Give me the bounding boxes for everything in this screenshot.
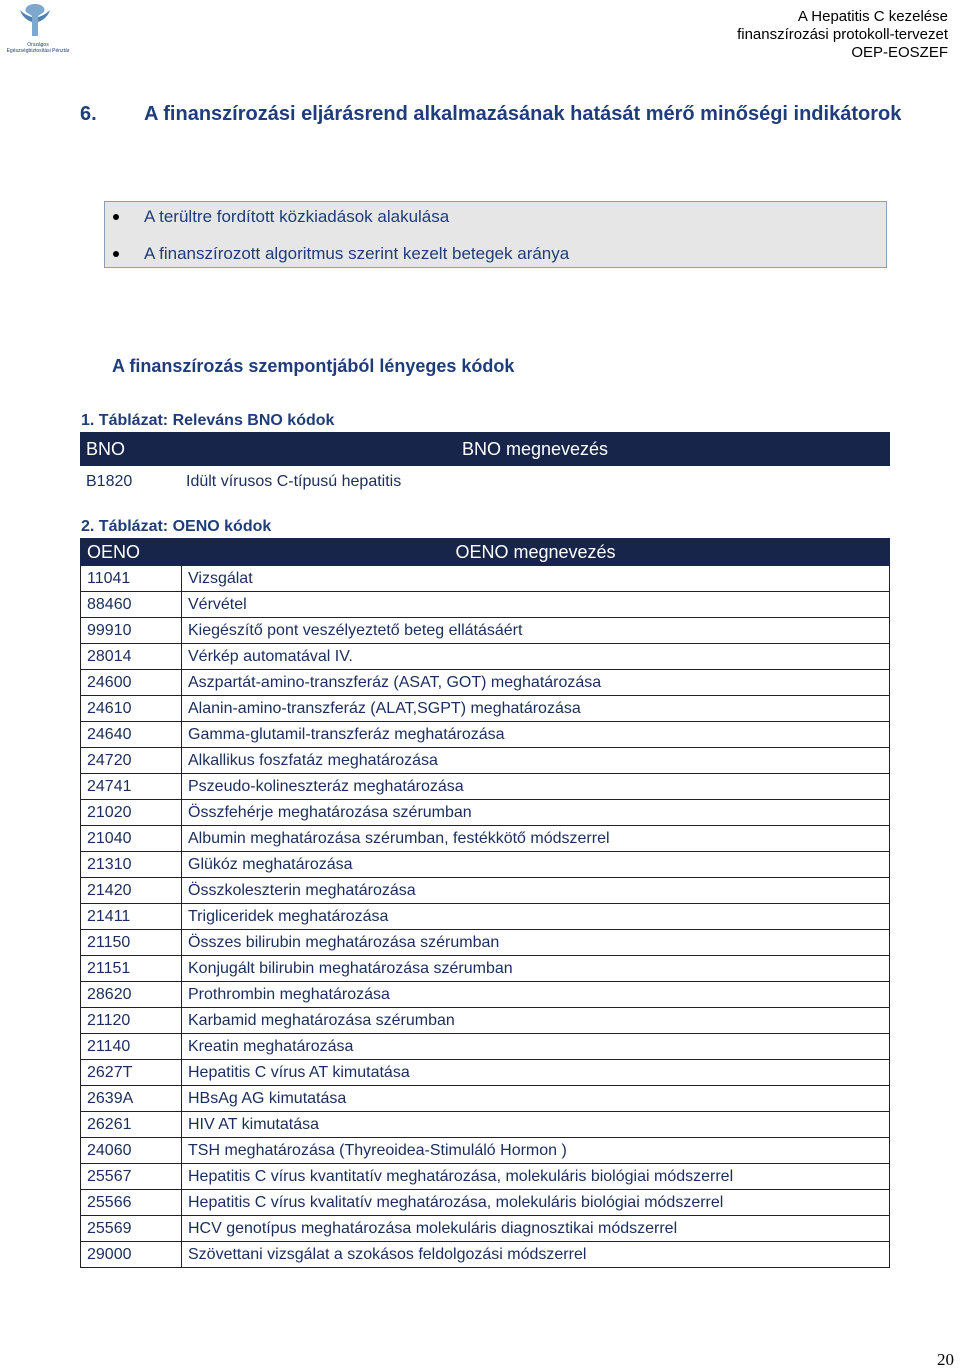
table-row [81,1242,890,1268]
code-cell: 21120 [81,1008,182,1034]
name-cell: Prothrombin meghatározása [182,982,890,1008]
code-cell: 2627T [81,1060,182,1086]
name-cell: Összkoleszterin meghatározása [182,878,890,904]
column-header: BNO [80,432,180,466]
name-cell: Glükóz meghatározása [182,852,890,878]
name-cell: Idült vírusos C-típusú hepatitis [186,473,402,490]
code-cell: 29000 [81,1242,182,1268]
page-number: 20 [937,1350,954,1369]
table-row [81,852,890,878]
name-cell: HBsAg AG kimutatása [182,1086,890,1112]
code-cell: 21150 [81,930,182,956]
table-row [81,696,890,722]
table-row [81,1112,890,1138]
code-cell: 24600 [81,670,182,696]
code-cell: 28014 [81,644,182,670]
code-cell: 2639A [81,1086,182,1112]
table-row [81,644,890,670]
name-cell: Karbamid meghatározása szérumban [182,1008,890,1034]
table-row [81,1138,890,1164]
name-cell: HIV AT kimutatása [182,1112,890,1138]
code-cell: 24640 [81,722,182,748]
code-cell: 24720 [81,748,182,774]
name-cell: Alanin-amino-transzferáz (ALAT,SGPT) meghatározása [182,696,890,722]
code-cell: 24741 [81,774,182,800]
table1-caption: 1. Táblázat: Releváns BNO kódok [81,412,335,429]
table-row [81,982,890,1008]
code-cell: 25569 [81,1216,182,1242]
logo-text: Országos Egészségbiztosítási Pénztár [6,42,70,54]
name-cell: Albumin meghatározása szérumban, festékkötő módszerrel [182,826,890,852]
logo-figure-icon [4,2,66,42]
name-cell: Vérvétel [182,592,890,618]
header-line-1: A Hepatitis C kezelése [797,8,948,25]
name-cell: Alkallikus foszfatáz meghatározása [182,748,890,774]
table-row [81,878,890,904]
table-row [81,566,890,592]
column-header: OENO [81,539,182,566]
name-cell: Pszeudo-kolineszteráz meghatározása [182,774,890,800]
name-cell: HCV genotípus meghatározása molekuláris diagnosztikai módszerrel [182,1216,890,1242]
code-cell: B1820 [86,473,133,490]
code-cell: 21151 [81,956,182,982]
name-cell: Hepatitis C vírus kvantitatív meghatározása, molekuláris biológiai módszerrel [182,1164,890,1190]
table-row [81,722,890,748]
subheading: A finanszírozás szempontjából lényeges kódok [112,356,515,376]
name-cell: Összfehérje meghatározása szérumban [182,800,890,826]
section-number: 6. [80,103,97,125]
table-row [81,592,890,618]
section-title: A finanszírozási eljárásrend alkalmazásának hatását mérő minőségi indikátorok [144,103,902,125]
name-cell: Aszpartát-amino-transzferáz (ASAT, GOT) meghatározása [182,670,890,696]
table-row [81,930,890,956]
table-row [81,670,890,696]
indicator-list: A terültre fordított közkiadások alakulása A finanszírozott algoritmus szerint kezelt betegek aránya [104,201,887,268]
code-cell: 25566 [81,1190,182,1216]
name-cell: TSH meghatározása (Thyreoidea-Stimuláló Hormon ) [182,1138,890,1164]
bno-table [80,432,890,498]
code-cell: 28620 [81,982,182,1008]
code-cell: 21140 [81,1034,182,1060]
code-cell: 99910 [81,618,182,644]
name-cell: Hepatitis C vírus kvalitatív meghatározása, molekuláris biológiai módszerrel [182,1190,890,1216]
name-cell: Szövettani vizsgálat a szokásos feldolgozási módszerrel [182,1242,890,1268]
code-cell: 25567 [81,1164,182,1190]
name-cell: Hepatitis C vírus AT kimutatása [182,1060,890,1086]
oeno-table [80,538,890,1268]
table-row [81,956,890,982]
table-row [81,1008,890,1034]
header-line-3: OEP-EOSZEF [851,44,948,61]
table-row [81,904,890,930]
table-row [81,1034,890,1060]
table-header-row [80,432,890,466]
bullet-icon [113,214,119,220]
table-row [81,1164,890,1190]
name-cell: Vérkép automatával IV. [182,644,890,670]
name-cell: Trigliceridek meghatározása [182,904,890,930]
name-cell: Kreatin meghatározása [182,1034,890,1060]
column-header: BNO megnevezés [180,432,890,466]
table-row [81,1086,890,1112]
table-row [81,800,890,826]
table-header-row [81,539,890,566]
name-cell: Konjugált bilirubin meghatározása szérumban [182,956,890,982]
table-row [81,748,890,774]
bullet-icon [113,251,119,257]
name-cell: Gamma-glutamil-transzferáz meghatározása [182,722,890,748]
table2-caption: 2. Táblázat: OENO kódok [81,518,272,535]
table-row [81,1060,890,1086]
table-row [81,618,890,644]
table-row [81,1190,890,1216]
table-row [80,466,890,498]
header-line-2: finanszírozási protokoll-tervezet [737,26,948,43]
code-cell: 88460 [81,592,182,618]
name-cell: Vizsgálat [182,566,890,592]
code-cell: 24060 [81,1138,182,1164]
column-header: OENO megnevezés [182,539,890,566]
code-cell: 21310 [81,852,182,878]
table-row [81,774,890,800]
code-cell: 26261 [81,1112,182,1138]
code-cell: 21020 [81,800,182,826]
oep-logo [4,2,70,58]
code-cell: 11041 [81,566,182,592]
name-cell: Kiegészítő pont veszélyeztető beteg ellátásáért [182,618,890,644]
code-cell: 21411 [81,904,182,930]
code-cell: 24610 [81,696,182,722]
code-cell: 21420 [81,878,182,904]
table-row [81,1216,890,1242]
name-cell: Összes bilirubin meghatározása szérumban [182,930,890,956]
code-cell: 21040 [81,826,182,852]
document-header [737,8,948,62]
table-row [81,826,890,852]
